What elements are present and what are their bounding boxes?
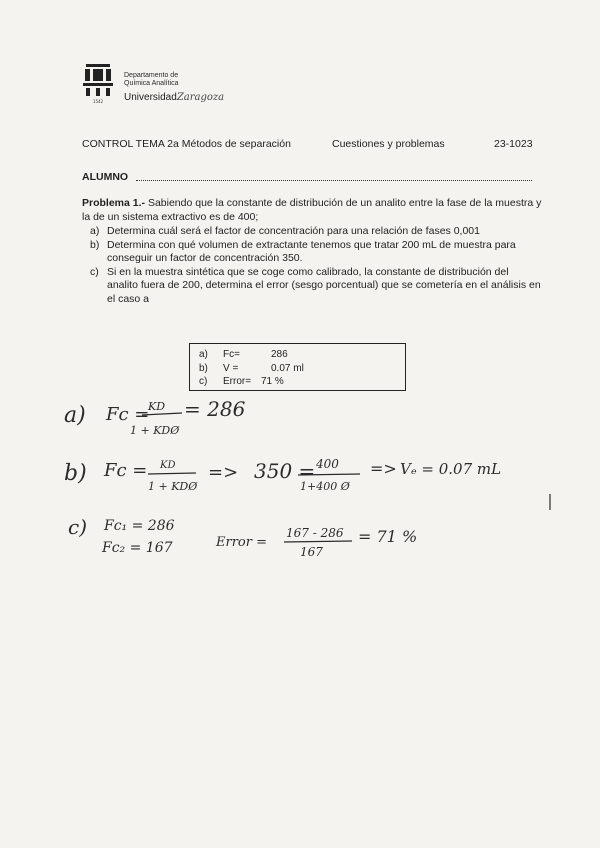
hw-b-arrow: => xyxy=(208,462,239,483)
hw-b-lhs: Fc = xyxy=(104,460,148,481)
hw-c-result: = 71 % xyxy=(358,527,418,546)
question-b xyxy=(82,239,542,266)
university-city: Zaragoza xyxy=(176,92,225,103)
hw-c-err: Error = xyxy=(216,535,267,550)
hw-c-label: c) xyxy=(68,515,88,539)
hw-a-lhs: Fc = xyxy=(106,404,150,425)
problem-text: Sabiendo que la constante de distribución de un analito entre la fase de la muestra y la de un sistema extractivo es de 400; xyxy=(82,197,542,223)
answer-value: 286 xyxy=(271,349,288,360)
control-title: CONTROL TEMA 2a Métodos de separación xyxy=(82,138,291,150)
question-c xyxy=(82,266,542,307)
answer-box xyxy=(189,343,406,391)
hw-b-label: b) xyxy=(64,461,87,486)
hw-b-num: KD xyxy=(160,460,176,471)
student-label: ALUMNO xyxy=(82,171,129,183)
question-text: Si en la muestra sintética que se coge como calibrado, la constante de distribución del analito fuera de 200, determina el error (sesgo porcentual) que se cometería en el análisis en el caso a xyxy=(107,265,541,305)
answer-letter: b) xyxy=(199,362,208,374)
hw-a-result: = 286 xyxy=(184,397,246,421)
answer-row-a xyxy=(199,348,405,362)
question-letter: c) xyxy=(90,265,99,278)
hw-a-den: 1 + KDØ xyxy=(130,424,180,437)
answer-letter: a) xyxy=(199,349,208,360)
question-a xyxy=(82,225,542,239)
question-text: Determina cuál será el factor de concentración para una relación de fases 0,001 xyxy=(107,225,480,237)
problem-number: Problema 1.- xyxy=(82,197,146,209)
question-list xyxy=(82,225,542,306)
university-label: Universidad xyxy=(124,92,177,103)
answer-row-c xyxy=(199,375,405,389)
logo-caption: 1542 xyxy=(92,99,104,104)
answer-row-b xyxy=(199,362,405,376)
hw-c-den: 167 xyxy=(300,545,323,559)
department-line-1: Departamento de xyxy=(124,72,179,79)
department-line-2: Química Analítica xyxy=(124,80,179,87)
hw-b-num2: 400 xyxy=(316,457,339,471)
hw-c-fraction-bar xyxy=(284,541,352,542)
hw-c-line2: Fc₂ = 167 xyxy=(102,540,173,556)
answer-key: V = xyxy=(223,362,239,374)
answer-value: 71 % xyxy=(261,376,284,387)
answer-key: Fc= xyxy=(223,349,240,360)
question-letter: a) xyxy=(90,225,100,237)
hw-b-den: 1 + KDØ xyxy=(148,480,198,493)
student-name-line xyxy=(136,180,532,181)
hw-b-mid: 350 = xyxy=(254,459,316,483)
hw-b-den2: 1+400 Ø xyxy=(300,480,350,493)
department-name xyxy=(124,72,178,88)
hw-a-label: a) xyxy=(64,403,86,428)
question-text: Determina con qué volumen de extractante tenemos que tratar 200 mL de muestra para conseguir un factor de concentración 350. xyxy=(107,238,516,264)
answer-letter: c) xyxy=(199,376,208,387)
hw-c-num: 167 - 286 xyxy=(286,526,344,540)
university-name xyxy=(124,92,224,103)
hw-c-line1: Fc₁ = 286 xyxy=(104,518,175,534)
exam-type: Cuestiones y problemas xyxy=(332,138,445,150)
university-crest-icon xyxy=(80,62,116,104)
hw-b-fraction-bar xyxy=(148,473,196,474)
problem-statement xyxy=(82,197,542,306)
answer-key: Error= xyxy=(223,376,252,387)
answer-value: 0.07 ml xyxy=(271,362,304,374)
hw-b-arrow2: => xyxy=(370,459,397,478)
exam-code: 23-1023 xyxy=(494,138,533,150)
hw-b-result: Vₑ = 0.07 mL xyxy=(400,460,502,478)
hw-a-num: KD xyxy=(148,400,166,413)
hw-a-fraction-bar xyxy=(142,413,182,415)
hw-b-fraction-bar-2 xyxy=(298,474,360,475)
question-letter: b) xyxy=(90,238,100,251)
